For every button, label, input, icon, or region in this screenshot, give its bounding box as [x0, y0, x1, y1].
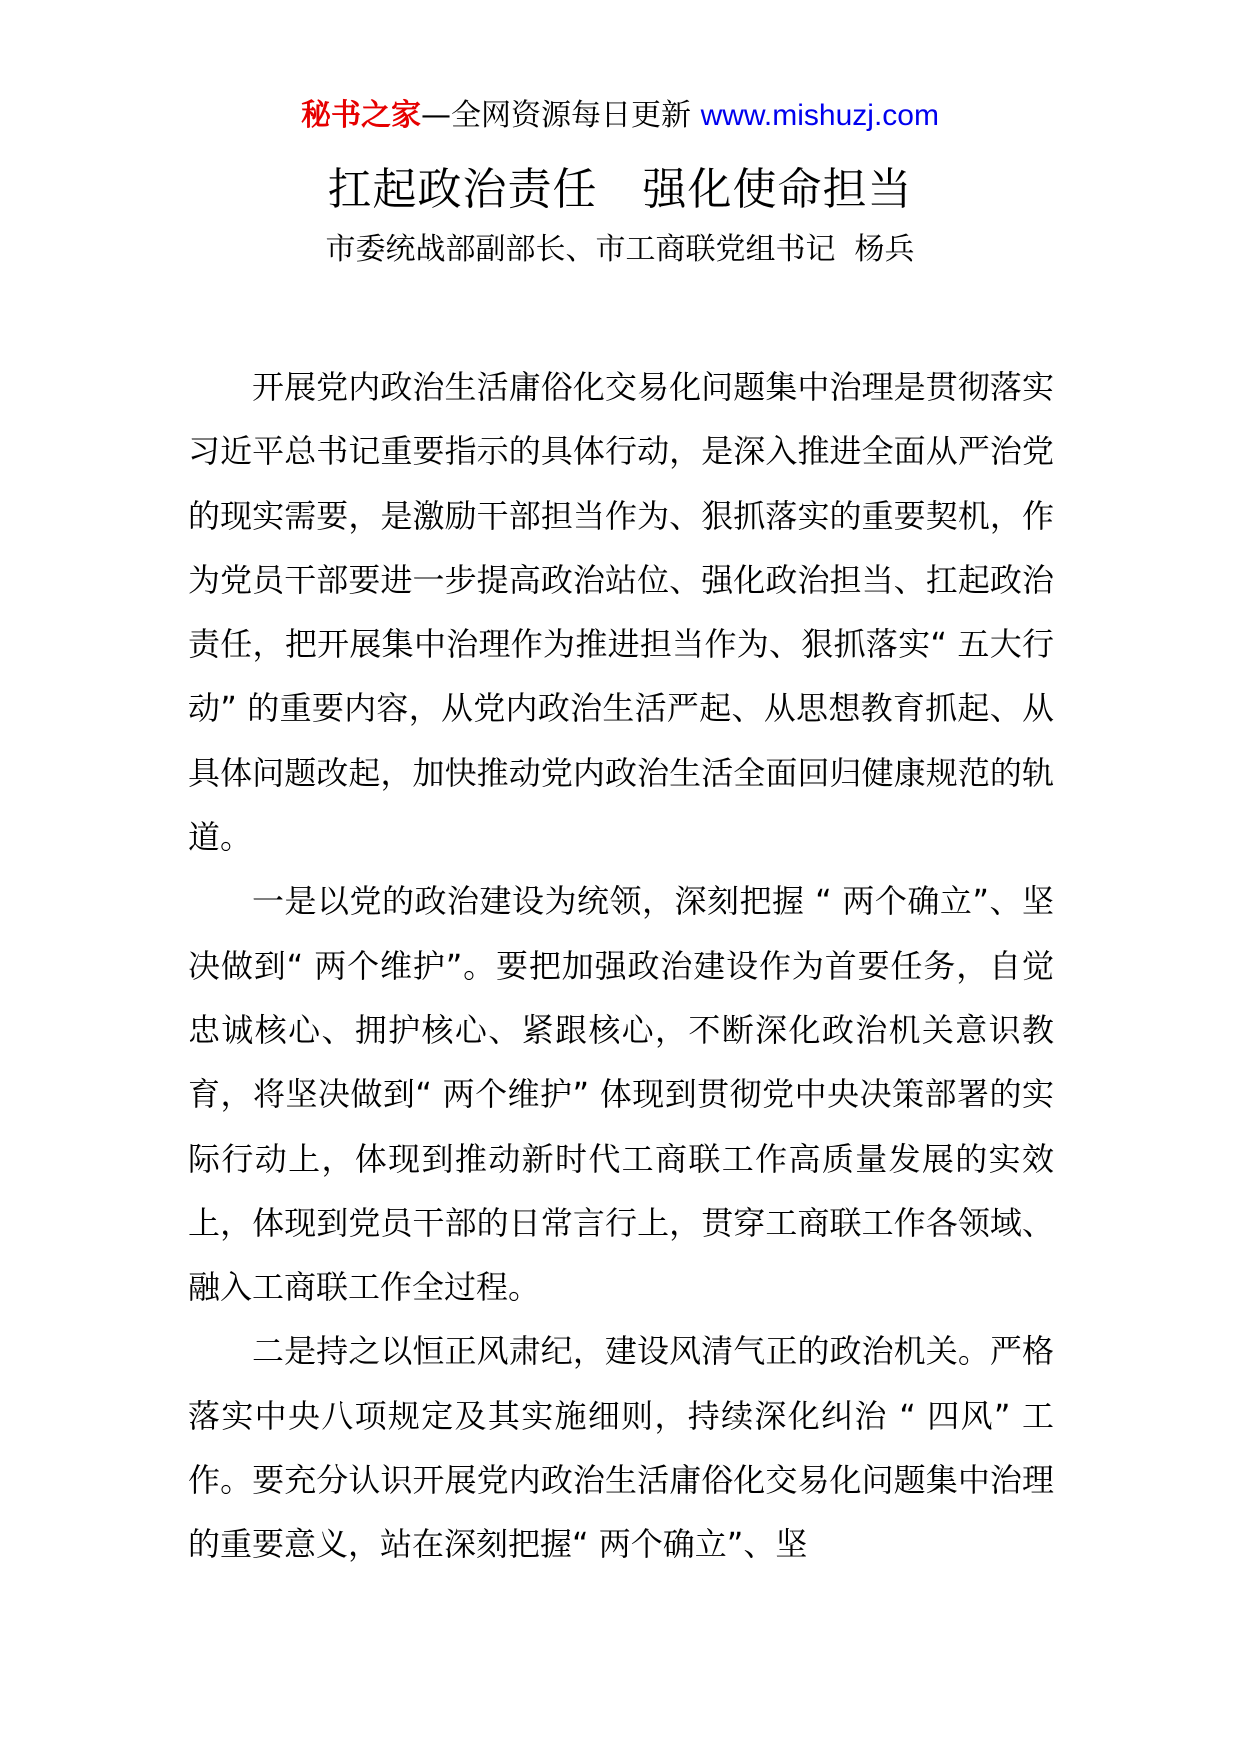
body-paragraph-3: 二是持之以恒正风肃纪，建设风清气正的政治机关。严格落实中央八项规定及其实施细则，持续深化纠治 “ 四风” 工作。要充分认识开展党内政治生活庸俗化交易化问题集中治理的重要意义，站在深刻把握“ 两个确立”、坚 [188, 1332, 1054, 1564]
document-body [188, 355, 1054, 1577]
site-tagline: —全网资源每日更新 [421, 98, 701, 133]
body-paragraph-2: 一是以党的政治建设为统领，深刻把握 “ 两个确立”、坚决做到“ 两个维护”。要把加强政治建设作为首要任务，自觉忠诚核心、拥护核心、紧跟核心，不断深化政治机关意识教育，将坚决做到“ 两个维护” 体现到贯彻党中央决策部署的实际行动上，体现到推动新时代工商联工作高质量发展的实效上，体现到党员干部的日常言行上，贯穿工商联工作各领域、融入工商联工作全过程。 [188, 882, 1054, 1307]
document-author: 市委统战部副部长、市工商联党组书记 杨兵 [325, 232, 915, 267]
site-name: 秘书之家 [301, 98, 422, 133]
document-title: 扛起政治责任 强化使命担当 [327, 164, 913, 215]
site-url-link[interactable]: www.mishuzj.com [700, 99, 939, 132]
site-banner [0, 96, 1240, 136]
body-paragraph-1: 开展党内政治生活庸俗化交易化问题集中治理是贯彻落实习近平总书记重要指示的具体行动，是深入推进全面从严治党的现实需要，是激励干部担当作为、狠抓落实的重要契机，作为党员干部要进一步提高政治站位、强化政治担当、扛起政治责任，把开展集中治理作为推进担当作为、狠抓落实“ 五大行动” 的重要内容，从党内政治生活严起、从思想教育抓起、从具体问题改起，加快推动党内政治生活全面回归健康规范的轨道。 [188, 368, 1054, 857]
